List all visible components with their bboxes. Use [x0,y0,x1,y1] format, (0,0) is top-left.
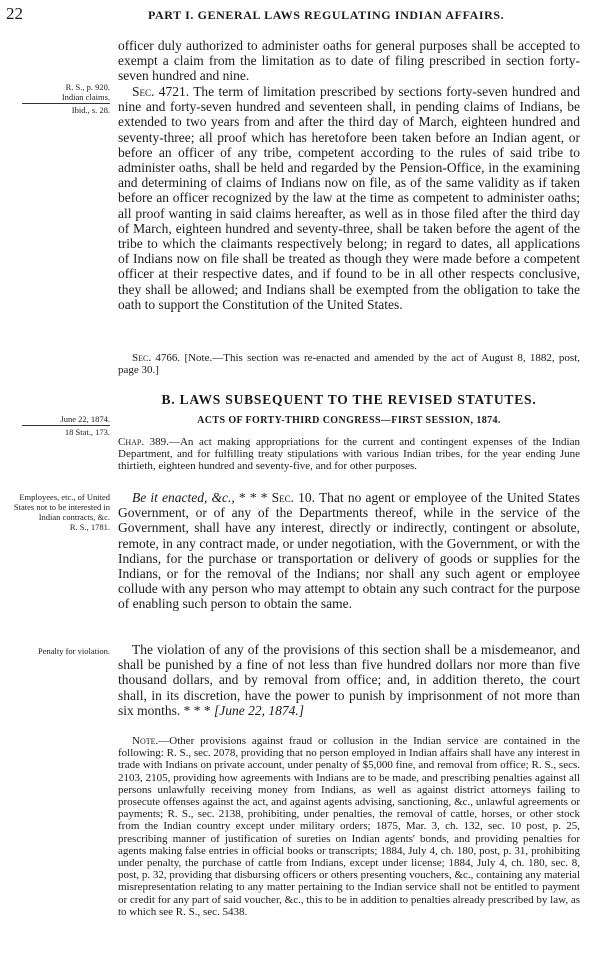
section-4766 [118,352,580,376]
section-4721 [118,84,580,312]
chapter-label: Chap. 389. [118,436,169,448]
section-text: The term of limitation prescribed by sections forty-seven hundred and nine and forty-seven hundred and seventeen shall, in pending claims of Indians, be extended to two years from and after the third day of March, eighteen hundred and seventy-three; all proof which has heretofore been taken before an Indian agent, or before an officer of any tribe, competent according to the rules of said tribe to administer oaths, shall be held and regarded by the Pension-Office, in the examining and determining of claims of Indians now on file, as of the same validity as if taken before an officer recognized by the law at the time as competent to administer oaths; all proof wanting in said claims hereafter, as well as in those filed after the third day of March, eighteen hundred and seventy-three, shall be taken before the agent of the tribe to which the claimants respectively belong; in regard to dates, all applications of Indians now on file shall be treated as though they were made before a competent officer at their respective dates, and if found to be in all other respects conclusive, they shall be allowed; and Indians shall be exempted from the obligation to take the oath to support the Constitution of the United States. [118,84,581,312]
margin-note-ref: R. S., p. 920. [65,82,110,92]
margin-rule [22,103,110,104]
heading-acts: ACTS OF FORTY-THIRD CONGRESS—FIRST SESSION, 1874. [197,415,501,426]
chapter-text: —An act making appropriations for the current and contingent expenses of the Indian Department, and for fulfilling treaty stipulations with various Indian tribes, for the year ending June thirtieth, eighteen hundred and seventy-five, and for other purposes. [118,436,580,473]
page-number: 22 [6,4,23,23]
margin-note-date: June 22, 1874. [60,414,110,424]
margin-note-employees-text: Employees, etc., of United States not to be interested in Indian contracts, &c. [13,492,110,522]
enacting-clause: Be it enacted, &c., [132,490,235,505]
section-label: Sec. 4766. [132,352,181,364]
penalty-paragraph [118,642,580,718]
penalty-text: The violation of any of the provisions of this section shall be a misdemeanor, and shall be punished by a fine of not less than five hundred dollars nor more than five thousand dollars, and by removal from office; and, in addition thereto, the court shall, in its discretion, have the power to punish by imprisonment of not more than six months. [118,642,580,718]
section-label: Sec. 10. [271,490,316,505]
chapter-389 [118,436,580,473]
section-10 [118,490,580,612]
section-label: Sec. 4721. [132,84,190,99]
margin-note-june-1874 [4,414,110,437]
note-text: —Other provisions against fraud or collusion in the Indian service are contained in the following: R. S., sec. 2078, providing that no person employed in Indian affairs shall have any interest in trade with Indians on private account, under penalty of $5,000 fine, and removal from office; R. S., secs. 2103, 2105, providing how agreements with Indians are to be made, and prescribing penalties against all persons unlawfully receiving money from Indians, as well as against district attorneys failing to prosecute offenses against the act, and against agents advising, sanctioning, &c., unlawful agreements or payments; R. S., sec. 2138, prohibiting, under penalties, the removal of cattle, horses, or other stock from the Indian country except under military orders; 1875, Mar. 3, ch. 132, sec. 10 post, p. 25, prescribing manner of justification of sureties on Indian agents' bonds, and providing penalties for agents making false entries in official books or transcripts; 1884, July 4, ch. 180, post, p. 31, prohibiting under penalty, the purchase of cattle from Indians, except under license; 1884, July 4, ch. 180, sec. 8, post, p. 32, providing that disbursing officers or others presenting vouchers, &c., containing any material misrepresentation relating to any matter pertaining to the Indian service shall not be entitled to payment or credit for any part of said voucher, &c., this to be in addition to penalties already prescribed by law, as to which see R. S., sec. 5438. [118,735,580,918]
paragraph-continuation: officer duly authorized to administer oaths for general purposes shall be accepted to exempt a claim from the limitation as to date of filing prescribed in section forty-seven hundred and nine. [118,38,580,84]
ellipsis-stars: * * * [238,490,268,505]
act-date: [June 22, 1874.] [214,702,305,718]
margin-rule [22,425,110,426]
margin-note-stat: 18 Stat., 173. [64,427,110,437]
margin-note-label: Indian claims. [61,92,110,102]
ellipsis-stars: * * * [183,702,211,718]
margin-note-rs: R. S., 1781. [69,522,110,532]
margin-note-ibid: Ibid., s. 28. [71,105,110,115]
margin-note-employees [4,492,110,532]
margin-note-indian-claims [4,82,110,115]
running-head: PART I. GENERAL LAWS REGULATING INDIAN AFFAIRS. [148,8,505,22]
section-text: That no agent or employee of the United States Government, or of any of the Departments thereof, while in the service of the Government, shall have any interest, directly or indirectly, contingent or absolute, remote, in any contract made, or under negotiation, with the Government, or with the Indians, for the purchase or transportation or delivery of goods or supplies for the Indians, or for the removal of the Indians; nor shall any such agent or employee collude with any person who may attempt to obtain any such contract for the purpose of enabling such person to obtain the same. [118,490,581,612]
margin-note-penalty [4,646,110,656]
section-note: [Note.—This section was re-enacted and amended by the act of August 8, 1882, post, page 30.] [118,352,581,377]
note-label: Note. [132,735,159,747]
heading-b-laws: B. LAWS SUBSEQUENT TO THE REVISED STATUTES. [161,392,537,407]
final-note [118,735,580,918]
margin-note-penalty-text: Penalty for violation. [37,646,110,656]
